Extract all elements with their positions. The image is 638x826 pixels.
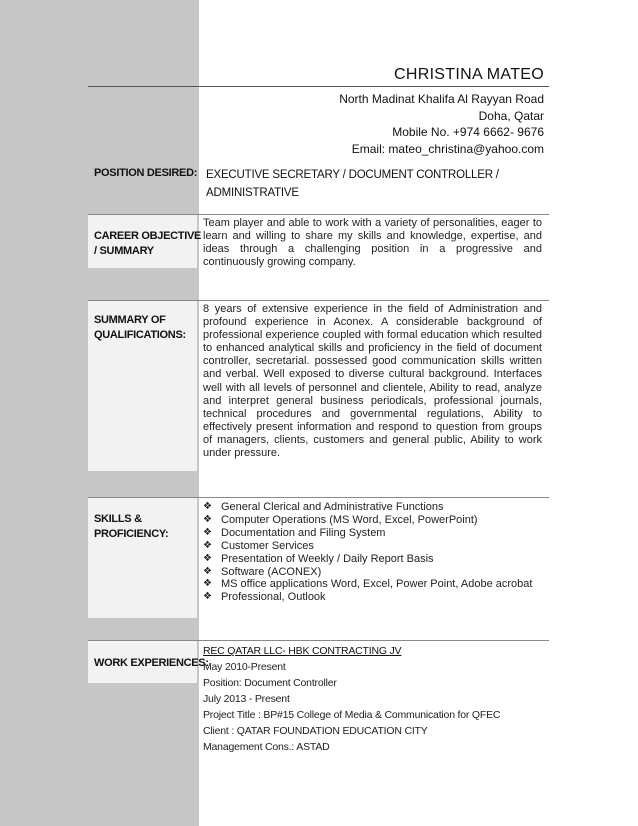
diamond-bullet-icon: ❖ bbox=[203, 578, 212, 590]
address-line-2: Doha, Qatar bbox=[478, 108, 544, 123]
diamond-bullet-icon: ❖ bbox=[203, 591, 212, 603]
employment-dates: May 2010-Present bbox=[203, 661, 286, 673]
diamond-bullet-icon: ❖ bbox=[203, 552, 212, 564]
skill-text: Computer Operations (MS Word, Excel, PowerPoint) bbox=[221, 513, 478, 526]
diamond-bullet-icon: ❖ bbox=[203, 501, 212, 512]
career-label-line-2: / SUMMARY bbox=[94, 245, 154, 257]
project-title: Project Title : BP#15 College of Media & Communication for QFEC bbox=[203, 709, 501, 721]
work-experience-entry bbox=[203, 643, 543, 755]
email-address: Email: mateo_christina@yahoo.com bbox=[351, 141, 544, 156]
company-name: REC QATAR LLC- HBK CONTRACTING JV bbox=[203, 645, 402, 657]
list-item bbox=[203, 527, 540, 540]
contact-block bbox=[339, 91, 544, 157]
skill-text: MS office applications Word, Excel, Power Point, Adobe acrobat bbox=[221, 578, 533, 591]
qualifications-text: 8 years of extensive experience in the field of Administration and profound experience in Aconex. A considerable background of professional experience coupled with formal education which resulted to enhanced analytical skills and proficiency in the field of document controller, secretarial. possessed good communication skills written and verbal. Well exposed to diverse cultural background. Interfaces well with all levels of personnel and clientele, Ability to read, analyze and interpret general business periodicals, professional journals, technical procedures and governmental regulations, Ability to effectively present information and respond to question from groups of managers, clients, customers and general public, Ability to work under pressure. bbox=[203, 303, 542, 460]
list-item bbox=[203, 553, 540, 566]
career-objective-label bbox=[94, 229, 201, 259]
skill-text: General Clerical and Administrative Functions bbox=[221, 501, 444, 513]
position-period: July 2013 - Present bbox=[203, 693, 290, 705]
diamond-bullet-icon: ❖ bbox=[203, 565, 212, 577]
mobile-number: Mobile No. +974 6662- 9676 bbox=[392, 125, 544, 139]
skills-label bbox=[94, 512, 168, 542]
career-objective-text: Team player and able to work with a variety of personalities, eager to learn and willing to share my skills and knowledge, expertise, and ideas through a challenging position in a progressive and continuously growing company. bbox=[203, 217, 542, 269]
work-experiences-label: WORK EXPERIENCES: bbox=[94, 657, 209, 669]
management-consultant: Management Cons.: ASTAD bbox=[203, 741, 330, 753]
qualifications-label-line-1: SUMMARY OF bbox=[94, 314, 166, 326]
list-item bbox=[203, 540, 540, 553]
header-divider bbox=[88, 86, 549, 87]
skill-text: Professional, Outlook bbox=[221, 591, 326, 604]
list-item bbox=[203, 578, 540, 591]
list-item bbox=[203, 501, 540, 514]
diamond-bullet-icon: ❖ bbox=[203, 526, 212, 538]
skills-label-line-2: PROFICIENCY: bbox=[94, 528, 169, 540]
address-line-1: North Madinat Khalifa Al Rayyan Road bbox=[339, 92, 544, 106]
qualifications-label bbox=[94, 313, 186, 343]
job-position: Position: Document Controller bbox=[203, 677, 337, 689]
career-label-line-1: CAREER OBJECTIVE bbox=[94, 230, 202, 242]
candidate-name: CHRISTINA MATEO bbox=[394, 66, 544, 83]
diamond-bullet-icon: ❖ bbox=[203, 513, 212, 525]
skill-text: Software (ACONEX) bbox=[221, 565, 322, 578]
list-item bbox=[203, 514, 540, 527]
list-item bbox=[203, 591, 540, 604]
skill-text: Presentation of Weekly / Daily Report Basis bbox=[221, 552, 434, 565]
skills-list bbox=[203, 501, 540, 604]
skills-label-line-1: SKILLS & bbox=[94, 513, 142, 525]
position-desired-title: EXECUTIVE SECRETARY / DOCUMENT CONTROLLER / ADMINISTRATIVE bbox=[206, 169, 499, 199]
client-name: Client : QATAR FOUNDATION EDUCATION CITY bbox=[203, 725, 428, 737]
qualifications-label-line-2: QUALIFICATIONS: bbox=[94, 329, 186, 341]
list-item bbox=[203, 566, 540, 579]
skill-text: Customer Services bbox=[221, 539, 314, 552]
diamond-bullet-icon: ❖ bbox=[203, 539, 212, 551]
position-desired-label: POSITION DESIRED: bbox=[94, 167, 198, 179]
skill-text: Documentation and Filing System bbox=[221, 526, 386, 539]
